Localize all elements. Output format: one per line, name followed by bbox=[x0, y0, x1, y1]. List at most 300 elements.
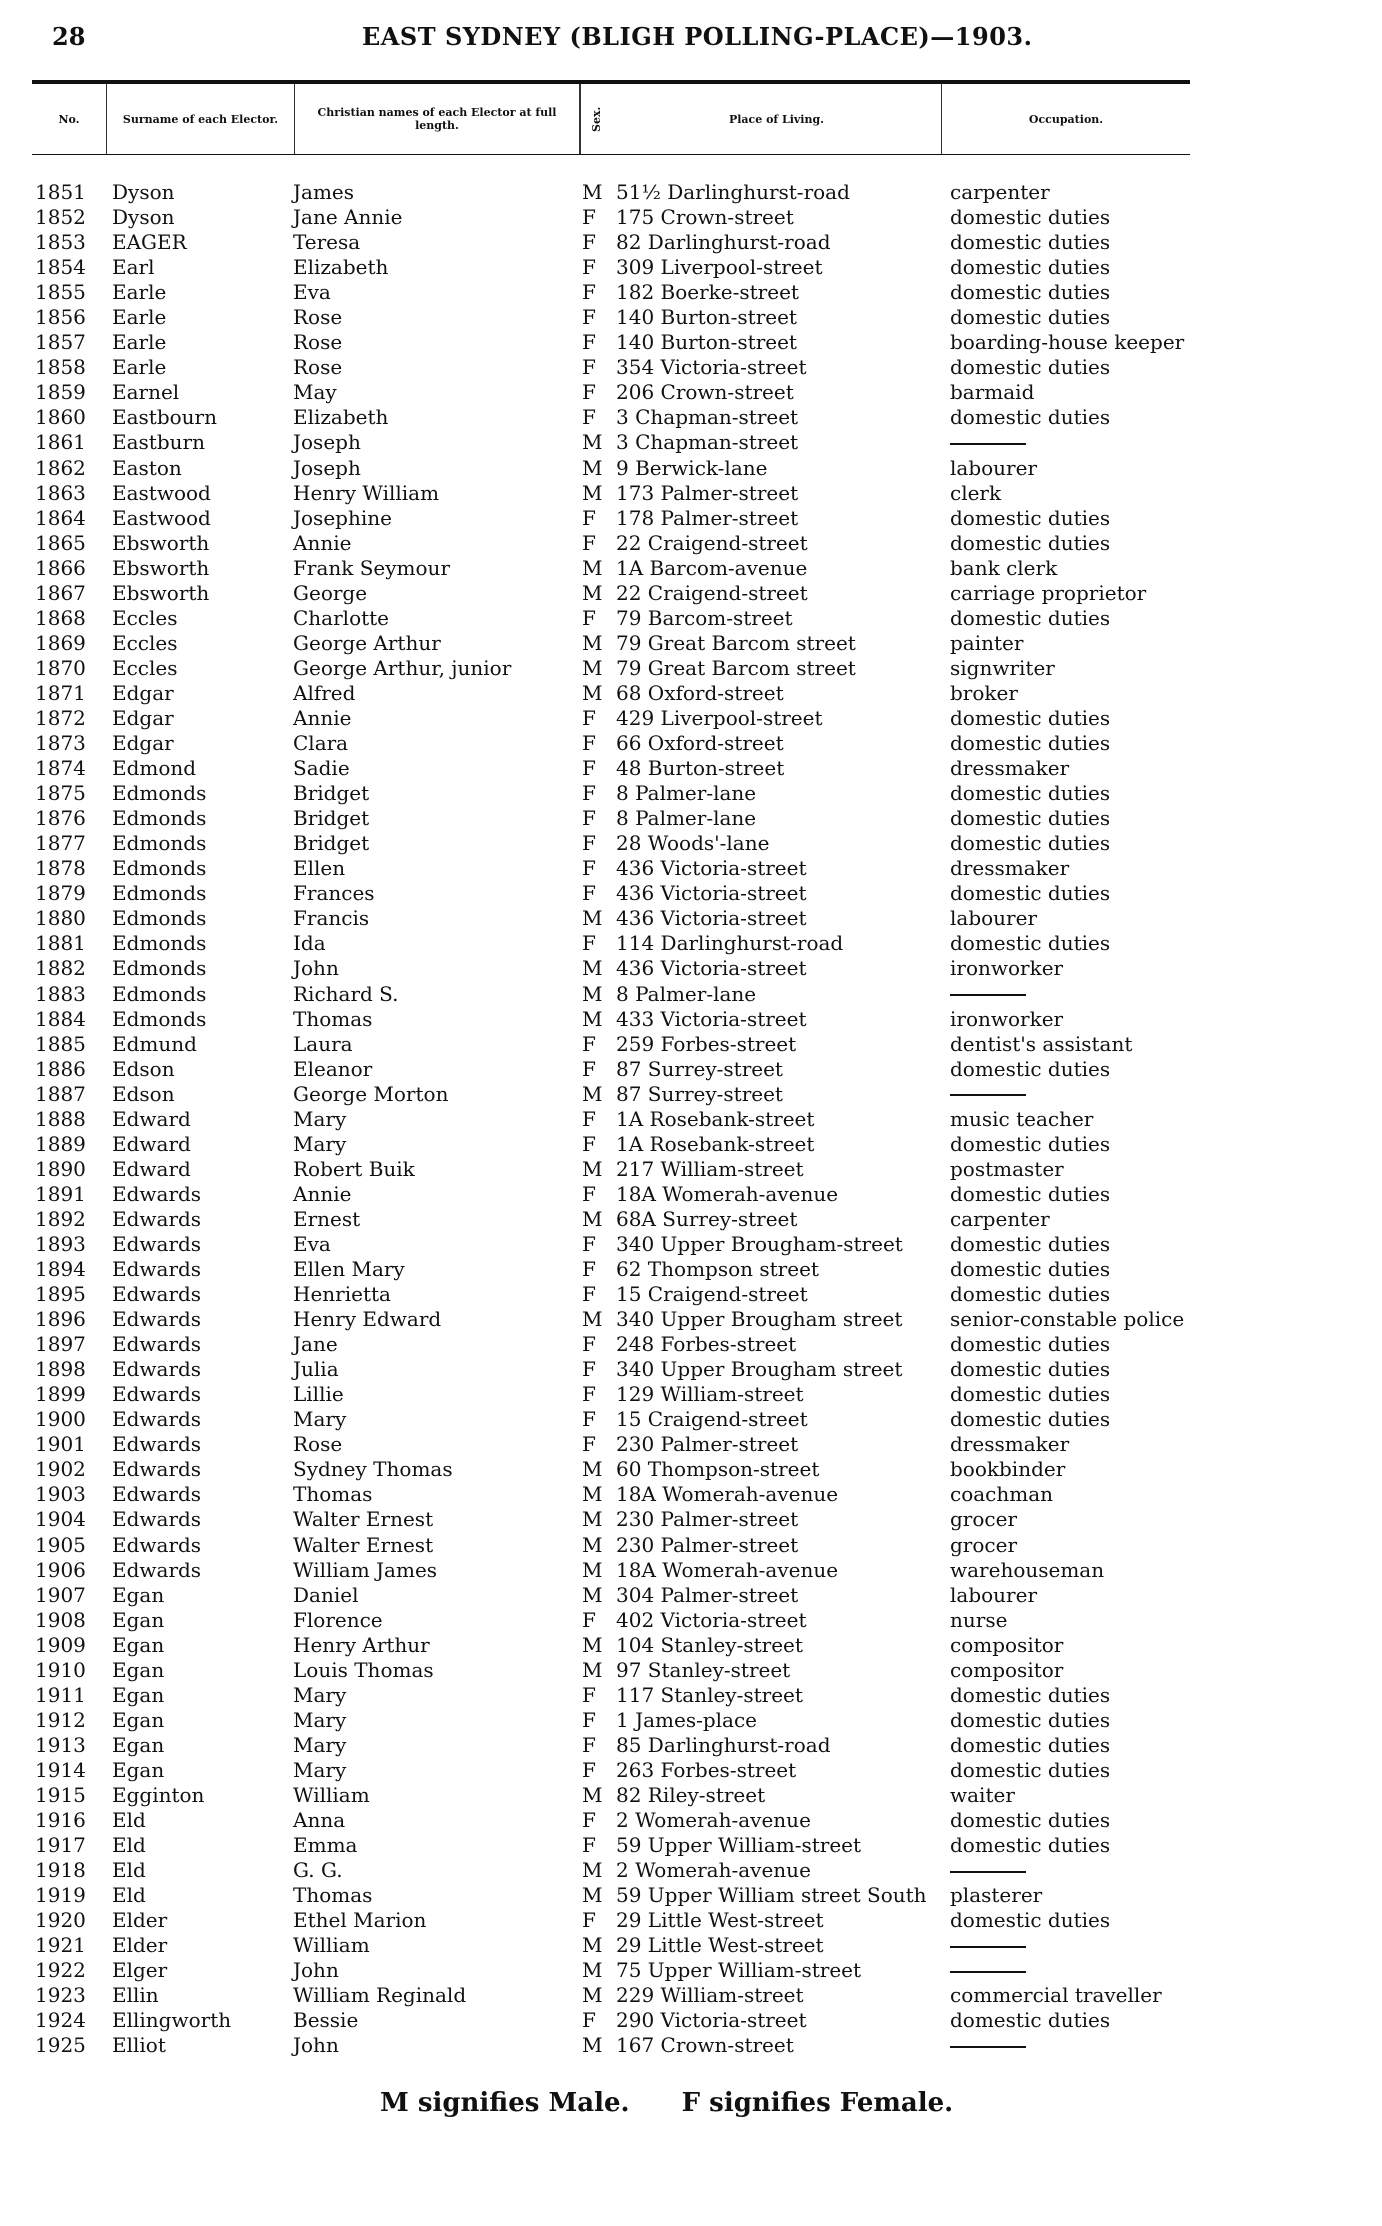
occupation-dash bbox=[950, 2046, 1026, 2048]
elector-christian-names: Rose bbox=[293, 355, 343, 380]
column-header-occupation: Occupation. bbox=[1028, 112, 1104, 126]
table-row bbox=[0, 1332, 1382, 1357]
elector-christian-names: George Arthur, junior bbox=[293, 655, 512, 680]
elector-christian-names: Mary bbox=[293, 1682, 347, 1707]
elector-sex: M bbox=[582, 981, 603, 1006]
elector-place-of-living: 290 Victoria-street bbox=[616, 2008, 807, 2033]
elector-place-of-living: 15 Craigend-street bbox=[616, 1407, 808, 1432]
elector-christian-names: Annie bbox=[293, 530, 352, 555]
elector-occupation: broker bbox=[950, 680, 1018, 705]
elector-number: 1870 bbox=[35, 655, 86, 680]
elector-occupation: clerk bbox=[950, 480, 1002, 505]
elector-sex: M bbox=[582, 1532, 603, 1557]
elector-number: 1902 bbox=[35, 1457, 86, 1482]
elector-place-of-living: 8 Palmer-lane bbox=[616, 981, 757, 1006]
elector-christian-names: Henry William bbox=[293, 480, 440, 505]
elector-sex: F bbox=[582, 605, 596, 630]
elector-place-of-living: 340 Upper Brougham street bbox=[616, 1307, 903, 1332]
table-row bbox=[0, 380, 1382, 405]
elector-number: 1877 bbox=[35, 831, 86, 856]
table-row bbox=[0, 1783, 1382, 1808]
table-row bbox=[0, 1132, 1382, 1157]
elector-surname: Edmond bbox=[112, 756, 197, 781]
elector-place-of-living: 9 Berwick-lane bbox=[616, 455, 768, 480]
elector-sex: F bbox=[582, 1231, 596, 1256]
elector-number: 1853 bbox=[35, 230, 86, 255]
elector-occupation bbox=[950, 1858, 1026, 1883]
elector-surname: Edwards bbox=[112, 1257, 202, 1282]
elector-surname: Eastburn bbox=[112, 430, 205, 455]
table-row bbox=[0, 305, 1382, 330]
elector-number: 1913 bbox=[35, 1732, 86, 1757]
elector-place-of-living: 429 Liverpool-street bbox=[616, 705, 823, 730]
elector-place-of-living: 206 Crown-street bbox=[616, 380, 794, 405]
table-row bbox=[0, 606, 1382, 631]
elector-surname: Egan bbox=[112, 1757, 165, 1782]
elector-sex: F bbox=[582, 1432, 596, 1457]
elector-number: 1863 bbox=[35, 480, 86, 505]
elector-number: 1865 bbox=[35, 530, 86, 555]
elector-occupation: domestic duties bbox=[950, 1407, 1111, 1432]
elector-number: 1890 bbox=[35, 1156, 86, 1181]
elector-surname: Eastbourn bbox=[112, 405, 217, 430]
elector-surname: Egan bbox=[112, 1682, 165, 1707]
elector-place-of-living: 3 Chapman-street bbox=[616, 405, 799, 430]
elector-place-of-living: 97 Stanley-street bbox=[616, 1657, 791, 1682]
elector-place-of-living: 59 Upper William street South bbox=[616, 1883, 927, 1908]
elector-christian-names: Thomas bbox=[293, 1006, 373, 1031]
elector-christian-names: Jane Annie bbox=[293, 205, 403, 230]
elector-surname: Egginton bbox=[112, 1783, 205, 1807]
elector-occupation bbox=[950, 1082, 1026, 1107]
elector-sex: M bbox=[582, 1582, 603, 1607]
elector-number: 1871 bbox=[35, 680, 86, 705]
elector-sex: F bbox=[582, 1908, 596, 1933]
elector-place-of-living: 2 Womerah-avenue bbox=[616, 1858, 811, 1883]
table-row bbox=[0, 1533, 1382, 1558]
elector-number: 1918 bbox=[35, 1858, 86, 1883]
elector-christian-names: Anna bbox=[293, 1808, 346, 1833]
elector-number: 1901 bbox=[35, 1432, 86, 1457]
table-row bbox=[0, 1833, 1382, 1858]
elector-number: 1858 bbox=[35, 355, 86, 380]
elector-number: 1868 bbox=[35, 605, 86, 630]
elector-surname: Edwards bbox=[112, 1432, 202, 1457]
elector-sex: F bbox=[582, 806, 596, 831]
table-row bbox=[0, 956, 1382, 981]
table-row bbox=[0, 1157, 1382, 1182]
elector-number: 1874 bbox=[35, 756, 86, 781]
elector-occupation: domestic duties bbox=[950, 280, 1111, 305]
elector-occupation: ironworker bbox=[950, 956, 1064, 981]
elector-number: 1857 bbox=[35, 330, 86, 355]
elector-surname: Dyson bbox=[112, 205, 175, 230]
elector-sex: M bbox=[582, 1657, 603, 1682]
elector-place-of-living: 436 Victoria-street bbox=[616, 856, 807, 881]
table-row bbox=[0, 656, 1382, 681]
elector-surname: Edwards bbox=[112, 1482, 202, 1507]
elector-christian-names: Clara bbox=[293, 731, 349, 756]
elector-sex: F bbox=[582, 1056, 596, 1081]
elector-surname: Egan bbox=[112, 1732, 165, 1757]
elector-sex: M bbox=[582, 680, 603, 705]
elector-sex: M bbox=[582, 1307, 603, 1332]
elector-surname: Edwards bbox=[112, 1231, 202, 1256]
table-row bbox=[0, 731, 1382, 756]
column-header-rule bbox=[32, 154, 1190, 155]
elector-sex: F bbox=[582, 2008, 596, 2033]
elector-surname: Edwards bbox=[112, 1407, 202, 1432]
elector-occupation: domestic duties bbox=[950, 781, 1111, 806]
elector-place-of-living: 22 Craigend-street bbox=[616, 580, 808, 605]
elector-occupation: postmaster bbox=[950, 1156, 1064, 1181]
elector-place-of-living: 2 Womerah-avenue bbox=[616, 1808, 811, 1833]
elector-christian-names: Teresa bbox=[293, 230, 361, 255]
elector-number: 1861 bbox=[35, 430, 86, 455]
table-row bbox=[0, 1683, 1382, 1708]
elector-occupation: domestic duties bbox=[950, 1357, 1111, 1382]
elector-sex: F bbox=[582, 1833, 596, 1858]
elector-surname: Edwards bbox=[112, 1457, 202, 1482]
elector-number: 1882 bbox=[35, 956, 86, 981]
elector-surname: Edmonds bbox=[112, 906, 207, 931]
elector-christian-names: Francis bbox=[293, 906, 370, 931]
elector-occupation: dressmaker bbox=[950, 856, 1070, 881]
column-header-sex: Sex. bbox=[580, 84, 612, 154]
elector-number: 1872 bbox=[35, 705, 86, 730]
elector-sex: F bbox=[582, 1707, 596, 1732]
elector-christian-names: Sydney Thomas bbox=[293, 1457, 453, 1482]
elector-occupation bbox=[950, 982, 1026, 1007]
elector-occupation: grocer bbox=[950, 1507, 1018, 1532]
elector-christian-names: Frances bbox=[293, 881, 375, 906]
elector-occupation: domestic duties bbox=[950, 230, 1111, 255]
table-row bbox=[0, 931, 1382, 956]
table-row bbox=[0, 230, 1382, 255]
elector-sex: F bbox=[582, 931, 596, 956]
elector-place-of-living: 29 Little West-street bbox=[616, 1908, 824, 1933]
table-row bbox=[0, 681, 1382, 706]
elector-sex: M bbox=[582, 655, 603, 680]
elector-place-of-living: 140 Burton-street bbox=[616, 330, 797, 355]
table-row bbox=[0, 2033, 1382, 2058]
elector-occupation bbox=[950, 1958, 1026, 1983]
table-row bbox=[0, 631, 1382, 656]
table-row bbox=[0, 1658, 1382, 1683]
elector-number: 1923 bbox=[35, 1983, 86, 2008]
elector-number: 1892 bbox=[35, 1206, 86, 1231]
elector-surname: Edmonds bbox=[112, 856, 207, 881]
table-row bbox=[0, 1633, 1382, 1658]
elector-sex: M bbox=[582, 1081, 603, 1106]
elector-christian-names: Frank Seymour bbox=[293, 555, 451, 580]
elector-occupation: dressmaker bbox=[950, 1432, 1070, 1457]
elector-number: 1854 bbox=[35, 255, 86, 280]
elector-sex: M bbox=[582, 906, 603, 931]
elector-occupation: domestic duties bbox=[950, 1056, 1111, 1081]
elector-surname: Edgar bbox=[112, 705, 174, 730]
elector-occupation: domestic duties bbox=[950, 1131, 1111, 1156]
elector-number: 1889 bbox=[35, 1131, 86, 1156]
elector-occupation: painter bbox=[950, 630, 1024, 655]
column-header-place: Place of Living. bbox=[612, 84, 942, 154]
table-row bbox=[0, 1558, 1382, 1583]
elector-christian-names: William James bbox=[293, 1557, 438, 1582]
elector-surname: Edwards bbox=[112, 1532, 202, 1557]
elector-surname: Eld bbox=[112, 1883, 146, 1908]
table-row bbox=[0, 1007, 1382, 1032]
elector-occupation: ironworker bbox=[950, 1006, 1064, 1031]
elector-place-of-living: 304 Palmer-street bbox=[616, 1582, 799, 1607]
elector-christian-names: Henrietta bbox=[293, 1282, 391, 1307]
table-row bbox=[0, 1357, 1382, 1382]
elector-place-of-living: 59 Upper William-street bbox=[616, 1833, 862, 1858]
elector-sex: M bbox=[582, 1883, 603, 1908]
elector-number: 1893 bbox=[35, 1231, 86, 1256]
column-header-christian: Christian names of each Elector at full length. bbox=[295, 84, 580, 154]
page-number: 28 bbox=[52, 22, 86, 51]
elector-sex: F bbox=[582, 1282, 596, 1307]
sex-legend bbox=[380, 2088, 953, 2118]
elector-occupation: labourer bbox=[950, 1582, 1038, 1607]
elector-number: 1878 bbox=[35, 856, 86, 881]
elector-sex: M bbox=[582, 430, 603, 455]
elector-sex: M bbox=[582, 1933, 603, 1958]
elector-place-of-living: 66 Oxford-street bbox=[616, 731, 784, 756]
elector-number: 1875 bbox=[35, 781, 86, 806]
elector-number: 1900 bbox=[35, 1407, 86, 1432]
elector-occupation: domestic duties bbox=[950, 505, 1111, 530]
elector-occupation: domestic duties bbox=[950, 1682, 1111, 1707]
legend-male: M signifies Male. bbox=[380, 2088, 630, 2118]
table-row bbox=[0, 1407, 1382, 1432]
elector-sex: F bbox=[582, 1357, 596, 1382]
elector-occupation bbox=[950, 2033, 1026, 2058]
elector-occupation: domestic duties bbox=[950, 605, 1111, 630]
elector-surname: Edson bbox=[112, 1056, 175, 1081]
elector-sex: M bbox=[582, 630, 603, 655]
elector-sex: M bbox=[582, 1482, 603, 1507]
table-row bbox=[0, 881, 1382, 906]
elector-surname: Edward bbox=[112, 1106, 191, 1131]
elector-sex: M bbox=[582, 1006, 603, 1031]
elector-surname: Edwards bbox=[112, 1206, 202, 1231]
elector-occupation: waiter bbox=[950, 1783, 1015, 1807]
elector-surname: Ebsworth bbox=[112, 580, 210, 605]
elector-place-of-living: 1 James-place bbox=[616, 1707, 758, 1732]
elector-number: 1894 bbox=[35, 1257, 86, 1282]
elector-place-of-living: 436 Victoria-street bbox=[616, 881, 807, 906]
elector-christian-names: Annie bbox=[293, 1181, 352, 1206]
elector-place-of-living: 79 Great Barcom street bbox=[616, 655, 856, 680]
elector-christian-names: John bbox=[293, 1958, 339, 1983]
elector-sex: F bbox=[582, 1031, 596, 1056]
elector-place-of-living: 3 Chapman-street bbox=[616, 430, 799, 455]
elector-christian-names: Mary bbox=[293, 1407, 347, 1432]
elector-christian-names: Rose bbox=[293, 305, 343, 330]
table-row bbox=[0, 405, 1382, 430]
elector-place-of-living: 175 Crown-street bbox=[616, 205, 794, 230]
elector-sex: F bbox=[582, 1407, 596, 1432]
elector-place-of-living: 402 Victoria-street bbox=[616, 1607, 807, 1632]
table-row bbox=[0, 205, 1382, 230]
elector-christian-names: William bbox=[293, 1933, 370, 1958]
elector-christian-names: May bbox=[293, 380, 337, 405]
elector-number: 1862 bbox=[35, 455, 86, 480]
elector-sex: F bbox=[582, 1181, 596, 1206]
elector-occupation: domestic duties bbox=[950, 1382, 1111, 1407]
table-row bbox=[0, 1382, 1382, 1407]
elector-christian-names: Mary bbox=[293, 1757, 347, 1782]
elector-surname: Elger bbox=[112, 1958, 168, 1983]
elector-place-of-living: 354 Victoria-street bbox=[616, 355, 807, 380]
elector-surname: Earl bbox=[112, 255, 155, 280]
table-row bbox=[0, 1032, 1382, 1057]
elector-sex: F bbox=[582, 1131, 596, 1156]
elector-occupation: bookbinder bbox=[950, 1457, 1066, 1482]
elector-sex: M bbox=[582, 1858, 603, 1883]
elector-sex: M bbox=[582, 480, 603, 505]
elector-christian-names: William Reginald bbox=[293, 1983, 467, 2008]
table-row bbox=[0, 781, 1382, 806]
elector-number: 1886 bbox=[35, 1056, 86, 1081]
elector-surname: Edgar bbox=[112, 680, 174, 705]
elector-sex: F bbox=[582, 831, 596, 856]
elector-number: 1851 bbox=[35, 180, 86, 204]
elector-number: 1867 bbox=[35, 580, 86, 605]
elector-place-of-living: 8 Palmer-lane bbox=[616, 806, 757, 831]
elector-occupation: dentist's assistant bbox=[950, 1031, 1133, 1056]
elector-surname: Edmonds bbox=[112, 1006, 207, 1031]
elector-place-of-living: 140 Burton-street bbox=[616, 305, 797, 330]
elector-surname: Edgar bbox=[112, 731, 174, 756]
table-row bbox=[0, 1082, 1382, 1107]
elector-number: 1880 bbox=[35, 906, 86, 931]
elector-christian-names: John bbox=[293, 2033, 339, 2058]
elector-surname: Ebsworth bbox=[112, 555, 210, 580]
table-row bbox=[0, 355, 1382, 380]
elector-christian-names: Eleanor bbox=[293, 1056, 373, 1081]
elector-occupation: domestic duties bbox=[950, 1282, 1111, 1307]
elector-occupation bbox=[950, 1933, 1026, 1958]
elector-christian-names: Laura bbox=[293, 1031, 353, 1056]
elector-occupation: domestic duties bbox=[950, 1332, 1111, 1357]
elector-place-of-living: 182 Boerke-street bbox=[616, 280, 799, 305]
elector-occupation: dressmaker bbox=[950, 756, 1070, 781]
elector-sex: F bbox=[582, 1682, 596, 1707]
elector-sex: F bbox=[582, 355, 596, 380]
elector-christian-names: Ernest bbox=[293, 1206, 361, 1231]
elector-occupation: domestic duties bbox=[950, 881, 1111, 906]
elector-christian-names: Emma bbox=[293, 1833, 358, 1858]
elector-christian-names: Henry Edward bbox=[293, 1307, 442, 1332]
elector-occupation: domestic duties bbox=[950, 255, 1111, 280]
elector-place-of-living: 87 Surrey-street bbox=[616, 1081, 783, 1106]
elector-occupation: plasterer bbox=[950, 1883, 1043, 1908]
elector-occupation: domestic duties bbox=[950, 731, 1111, 756]
elector-place-of-living: 82 Darlinghurst-road bbox=[616, 230, 831, 255]
elector-occupation: carpenter bbox=[950, 180, 1050, 204]
elector-place-of-living: 230 Palmer-street bbox=[616, 1507, 799, 1532]
elector-sex: F bbox=[582, 1732, 596, 1757]
elector-christian-names: Bridget bbox=[293, 781, 370, 806]
elector-christian-names: Thomas bbox=[293, 1883, 373, 1908]
elector-number: 1898 bbox=[35, 1357, 86, 1382]
elector-surname: Egan bbox=[112, 1607, 165, 1632]
elector-place-of-living: 173 Palmer-street bbox=[616, 480, 799, 505]
table-row bbox=[0, 756, 1382, 781]
elector-number: 1856 bbox=[35, 305, 86, 330]
elector-sex: F bbox=[582, 280, 596, 305]
elector-sex: M bbox=[582, 555, 603, 580]
table-row bbox=[0, 2008, 1382, 2033]
elector-christian-names: George Arthur bbox=[293, 630, 441, 655]
elector-occupation bbox=[950, 430, 1026, 455]
elector-number: 1873 bbox=[35, 731, 86, 756]
elector-christian-names: Louis Thomas bbox=[293, 1657, 434, 1682]
elector-surname: Elder bbox=[112, 1908, 168, 1933]
elector-number: 1887 bbox=[35, 1081, 86, 1106]
elector-sex: F bbox=[582, 255, 596, 280]
elector-surname: Eastwood bbox=[112, 505, 211, 530]
elector-sex: F bbox=[582, 881, 596, 906]
elector-place-of-living: 68 Oxford-street bbox=[616, 680, 784, 705]
elector-occupation: domestic duties bbox=[950, 1757, 1111, 1782]
elector-occupation: domestic duties bbox=[950, 1833, 1111, 1858]
elector-occupation: domestic duties bbox=[950, 355, 1111, 380]
elector-sex: M bbox=[582, 1206, 603, 1231]
table-row bbox=[0, 1933, 1382, 1958]
table-row bbox=[0, 1182, 1382, 1207]
elector-number: 1921 bbox=[35, 1933, 86, 1958]
elector-number: 1876 bbox=[35, 806, 86, 831]
table-row bbox=[0, 856, 1382, 881]
elector-surname: Edmonds bbox=[112, 781, 207, 806]
elector-place-of-living: 18A Womerah-avenue bbox=[616, 1482, 839, 1507]
elector-number: 1891 bbox=[35, 1181, 86, 1206]
elector-sex: M bbox=[582, 455, 603, 480]
elector-number: 1903 bbox=[35, 1482, 86, 1507]
elector-occupation: carpenter bbox=[950, 1206, 1050, 1231]
elector-occupation: domestic duties bbox=[950, 1707, 1111, 1732]
elector-christian-names: John bbox=[293, 956, 339, 981]
elector-number: 1899 bbox=[35, 1382, 86, 1407]
occupation-dash bbox=[950, 1971, 1026, 1973]
table-row bbox=[0, 1107, 1382, 1132]
elector-occupation: nurse bbox=[950, 1607, 1008, 1632]
elector-place-of-living: 117 Stanley-street bbox=[616, 1682, 803, 1707]
table-row bbox=[0, 1282, 1382, 1307]
elector-number: 1885 bbox=[35, 1031, 86, 1056]
elector-place-of-living: 85 Darlinghurst-road bbox=[616, 1732, 831, 1757]
elector-christian-names: Ellen Mary bbox=[293, 1257, 405, 1282]
elector-christian-names: Henry Arthur bbox=[293, 1632, 430, 1657]
elector-place-of-living: 129 William-street bbox=[616, 1382, 804, 1407]
elector-occupation: domestic duties bbox=[950, 2008, 1111, 2033]
elector-christian-names: Florence bbox=[293, 1607, 383, 1632]
table-row bbox=[0, 1432, 1382, 1457]
elector-number: 1860 bbox=[35, 405, 86, 430]
elector-christian-names: Ida bbox=[293, 931, 326, 956]
elector-number: 1883 bbox=[35, 981, 86, 1006]
elector-surname: Earle bbox=[112, 280, 167, 305]
elector-list bbox=[0, 180, 1382, 2059]
elector-place-of-living: 29 Little West-street bbox=[616, 1933, 824, 1958]
elector-occupation: barmaid bbox=[950, 380, 1035, 405]
table-row bbox=[0, 1207, 1382, 1232]
elector-surname: Edwards bbox=[112, 1181, 202, 1206]
elector-place-of-living: 114 Darlinghurst-road bbox=[616, 931, 844, 956]
